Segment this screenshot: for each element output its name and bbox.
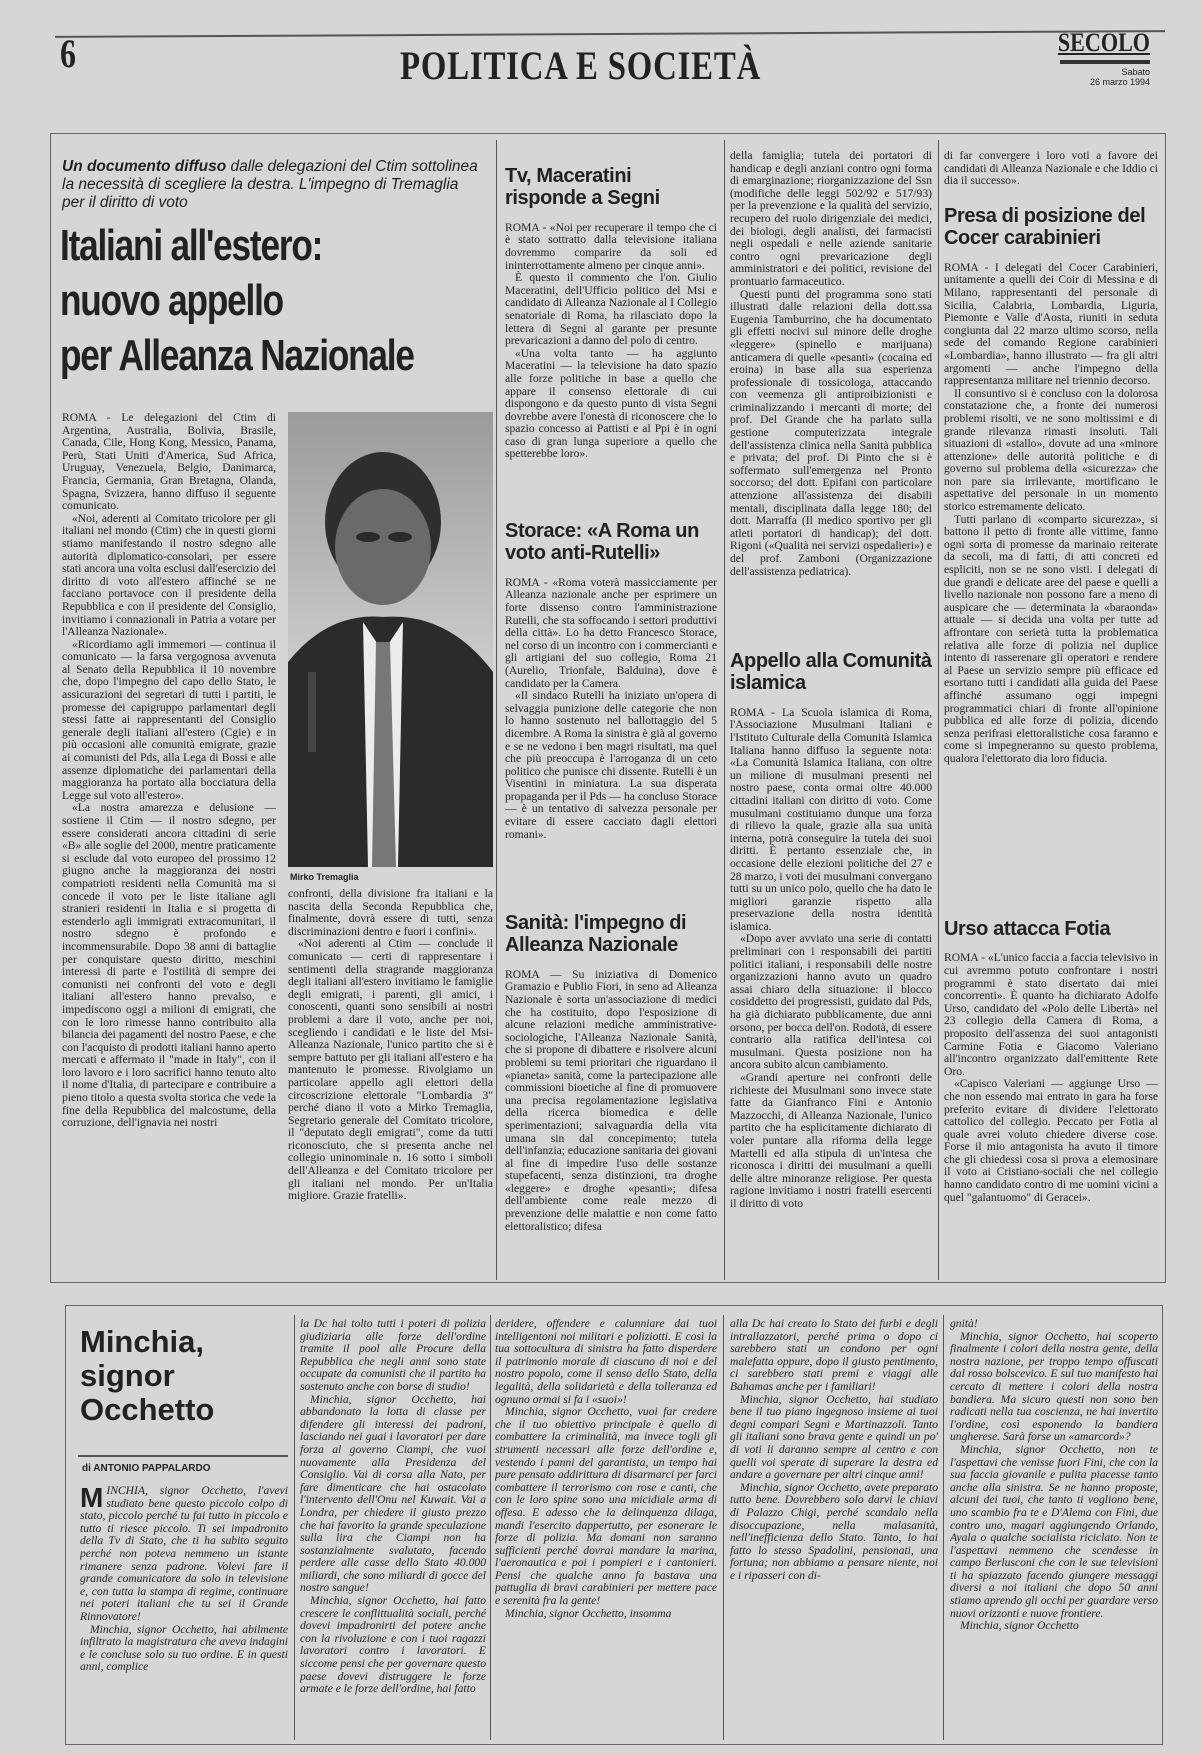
paragraph: È questo il commento che l'on. Giulio Maceratini, dell'Ufficio politico del Msi e candidato di Alleanza Nazionale al I Collegio senatoriale di Roma, ha rilasciato dopo la lettera di Segni al garante per presunte prevaricazioni a danno del polo di centro. xyxy=(505,271,717,348)
paragraph: «Grandi aperture nei confronti delle richieste dei Musulmani sono invece state fatte da Gianfranco Fini e Antonio Mazzocchi, di Alleanza Nazionale, l'unico partito che ha esplicitamente dichiarato di voler puntare alla riforma della legge Martelli ed alla stipula di un'intesa che riconosca i diritti dei musulmani a quelli delle altre minoranze religiose. Per questa ragione invitiamo i nostri fratelli esercenti il diritto di voto xyxy=(730,1071,932,1210)
lead-deck xyxy=(62,158,482,214)
article-urso-block xyxy=(944,918,1158,1280)
paragraph: «Noi, aderenti al Comitato tricolore per gli italiani nel mondo (Ctim) che in questi giorni stiamo manifestando il nostro sdegno alle autorità diplomatico-consolari, per essere stati ancora una volta esclusi dall'esercizio del diritto di voto all'estero affinché se ne facciano portavoce con il presidente della Repubblica e con il presidente del Consiglio, invitiamo i connazionali in Patria a votare per l'Alleanza Nazionale». xyxy=(62,511,276,639)
column-rule xyxy=(496,140,497,1280)
paragraph: Minchia, signor Occhetto, hai fatto crescere le conflittualità sociali, perché dovevi impadronirti del potere anche con la rivoluzione e con i tuoi ragazzi lavoratori contro i lavoratori. E siccome pensi che per governare questo paese dovevi distruggere le forze armate e le forze dell'ordine, hai fatto xyxy=(300,1594,486,1696)
portrait-image xyxy=(288,412,493,867)
paragraph: gnità! xyxy=(950,1318,978,1330)
issue-day: Sabato xyxy=(1121,67,1150,77)
paragraph: «Capisco Valeriani — aggiunge Urso — che non essendo mai entrato in gara ha forse preferito evitare di dividere l'elettorato cattolico del collegio. Peccato per Fotia al quale avrei voluto chiedere diverse cose. Forse il mio antagonista ha avuto il timore che gli chiedessi cosa si prova a elemosinare il voto ai Cristiano-sociali che nel collegio hanno candidato contro di me uomini vicini a quel "galantuomo" di Geracei». xyxy=(944,1077,1158,1204)
paragraph: Questi punti del programma sono stati illustrati dalle relazioni della dott.ssa Eugenia Tamburrino, che ha documentato gli effetti nocivi sul minore delle droghe «leggere» (spinello e marijuana) anticamera di quelle «pesanti» (cocaina ed eroina) in base alla sua esperienza professionale di tossicologa, attaccando con veemenza gli antiproibizionisti e criminalizzando i mercanti di morte; del prof. Del Grande che ha parlato sulla gestione computerizzata integrale dell'assistenza clinica nella Sanità pubblica e privata; del prof. Di Pinto che si è soffermato sull'emergenza nel Pronto soccorso; del dott. Epifani con particolare attenzione all'assistenza dei disabili mentali, disciplinata dalla legge 180; del dott. Marraffa (Il medico sportivo per gli atleti portatori di handicap); del dott. Rigoni («Qualità nei servizi ospedalieri») e del prof. Zamboni (Organizzazione dell'assistenza pediatrica). xyxy=(730,287,932,578)
column-rule xyxy=(724,140,725,1280)
headline-cocer: Presa di posizione del Cocer carabinieri xyxy=(944,205,1146,250)
article-islam xyxy=(730,707,932,1280)
headline-islam: Appello alla Comunità islamica xyxy=(730,650,932,695)
issue-date: 26 marzo 1994 xyxy=(1089,77,1150,87)
deck-text: dalle delegazioni del Ctim sottolinea la necessità di scegliere la destra. L'impegno di Tremaglia per il diritto di voto xyxy=(62,158,478,211)
paragraph: ROMA - «Roma voterà massicciamente per Alleanza nazionale anche per esprimere un forte dissenso contro l'amministrazione Rutelli, che sta soffocando i settori produttivi della città». Lo ha detto Francesco Storace, nel corso di un incontro con i commercianti e gli artigiani del suo collegio, Roma 21 (Aurelio, Trionfale, Balduina), dove è candidato per la Camera. xyxy=(505,576,717,690)
paragraph: ROMA - «L'unico faccia a faccia televisivo in cui avremmo potuto confrontare i nostri programmi è stato disertato dai miei concorrenti». È quanto ha dichiarato Adolfo Urso, candidato del «Polo delle Libertà» nel 23 collegio della Camera di Roma, a proposito dell'assenza dei suoi antagonisti Carmine Fotia e Giacomo Valeriano all'incontro organizzato dall'emittente Rete Oro. xyxy=(944,952,1158,1078)
column-rule xyxy=(723,1315,724,1740)
page-number: 6 xyxy=(60,31,76,76)
paragraph: ROMA - I delegati del Cocer Carabinieri, unitamente a quelli dei Coir di Messina e di Milano, rappresentanti del personale di Sicilia, Calabria, Lombardia, Liguria, Piemonte e Valle d'Aosta, riuniti in seduta congiunta dal 22 marzo ultimo scorso, nella sede del comando Regione carabinieri «Lombardia», hanno illustrato — fra gli altri argomenti — anche l'impegno della rappresentanza militare nel triennio decorso. xyxy=(944,261,1158,388)
paragraph: Minchia, signor Occhetto, hai scoperto finalmente i colori della nostra gente, della nostra nazione, per troppo tempo offuscati dal rosso bolscevico. E sul tuo manifesto hai cercato di mettere i colori della nostra bandiera. Ma sicuro questi non sono ben radicati nella tua coscienza, ne hai invertito l'ordine, così esponendo la bandiera ungherese. Sarà forse un «amarcord»? xyxy=(950,1329,1158,1444)
opinion-column-3 xyxy=(495,1318,717,1740)
headline-line: Italiani all'estero: xyxy=(60,221,323,270)
opinion-column-1 xyxy=(80,1485,288,1740)
paragraph: della famiglia; tutela dei portatori di handicap e degli anziani contro ogni forma di emarginazione; riorganizzazione del Ssn (modifiche delle leggi 502/92 e 517/93) per la prevenzione e la qualità del servizio, recupero del ruolo dirigenziale dei medici, dei biologi, degli analisti, dei farmacisti negli ospedali e nelle aziende sanitarie contro ogni prevaricazione degli amministratori e dei politici, revisione del prontuario farmaceutico. xyxy=(730,150,932,288)
column-rule xyxy=(490,1315,491,1740)
paragraph: Minchia, signor Occhetto xyxy=(960,1619,1079,1633)
paragraph: «Il sindaco Rutelli ha iniziato un'opera di selvaggia punizione delle categorie che non lo hanno sostenuto nel ballottaggio del 5 dicembre. A Roma la sinistra è già al governo e se ne vedono i ben magri risultati, ma quel che più preoccupa è l'arroganza di un ceto politico che punisce chi dissente. Rutelli è un Visentini in miniatura. La sua disperata propaganda per il Pds — ha concluso Storace — è un tentativo di salvezza personale per evitare di essere cacciato dagli elettori romani». xyxy=(505,689,717,841)
paragraph: Tutti parlano di «comparto sicurezza», si battono il petto di fronte alle vittime, fanno ogni sorta di promesse da marinaio reiterate da secoli, ma di fatti, di atti concreti ed espliciti, non se ne sono visti. I delegati di due grandi e delicate aree del paese e quelli a livello nazionale non possono fare a meno di auspicare che — determinata la «baraonda» attuale — si decida una volta per tutte ad affrontare con serietà tutta la problematica relativa alle forze di polizia nel duplice intento di rasserenare gli operatori e rendere al Paese un servizio sempre più efficace ed esortano tutti i candidati alla guida del Paese affinché assumano oggi impegni programmatici chiari di fronte all'opinione pubblica ed alle forze di polizia, dicendo senza perifrasi elettoralistiche cosa faranno e come si impegneranno su questo problema, qualora l'elettorato dia loro fiducia. xyxy=(944,512,1158,765)
headline-tv-maceratini: Tv, Maceratini risponde a Segni xyxy=(505,165,660,210)
article-tv-maceratini xyxy=(505,222,717,510)
drop-cap: M xyxy=(80,1485,104,1513)
deck-bold: Un documento diffuso xyxy=(62,158,227,175)
article-sanita xyxy=(505,969,717,1280)
paragraph: Minchia, signor Occhetto, insomma xyxy=(505,1606,672,1620)
paragraph: Minchia, signor Occhetto, avete preparato tutto bene. Dovrebbero solo darvi le chiavi di Palazzo Chigi, perché scandalo nella disoccupazione, nella malasanità, nell'inefficienza dello Stato. Tanto, lo hai fatto lo stesso Spadolini, pensionati, una fortuna; non abbiamo a pensare niente, noi e i ripasseri con di- xyxy=(730,1480,938,1582)
section-title: POLITICA E SOCIETÀ xyxy=(400,43,762,88)
headline-line: nuovo appello xyxy=(60,276,283,325)
lead-headline xyxy=(60,218,414,383)
headline-storace: Storace: «A Roma un voto anti-Rutelli» xyxy=(505,520,699,565)
headline-sanita: Sanità: l'impegno di Alleanza Nazionale xyxy=(505,912,687,957)
article-islam-block xyxy=(730,650,932,1280)
lead-column-1 xyxy=(62,412,276,1280)
paragraph: Minchia, signor Occhetto, hai abilmente infiltrato la magistratura che aveva indagini e le concluse solo su tuo ordine. E in questi anni, complice xyxy=(80,1622,288,1674)
article-islam-continued xyxy=(944,150,1158,190)
masthead-brand xyxy=(1040,28,1150,87)
paragraph: Minchia, signor Occhetto, hai abbandonato la lotta di classe per difendere gli interessi dei padroni, lasciando nei guai i lavoratori per dare forza al governo Ciampi, che vuoi nuovamente alla Presidenza del Consiglio. Vai di corsa alla Nato, per fare dimenticare che hai ostacolato l'intervento dell'Onu nel Kuwait. Vai a Londra, per chiedere il giusto prezzo che hai favorito la grande speculazione sulla lira che Ciampi non ha sostanzialmente svalutato, facendo perdere alle casse dello Stato 40.000 miliardi, che sono miliardi di gocce del nostro sangue! xyxy=(300,1392,486,1595)
opinion-column-5 xyxy=(950,1318,1158,1740)
article-cocer-block xyxy=(944,205,1158,908)
headline-urso: Urso attacca Fotia xyxy=(944,918,1111,940)
article-storace-block xyxy=(505,520,717,902)
paragraph: «Una volta tanto — ha aggiunto Maceratini — la televisione ha dato spazio alle forze politiche in base a quello che appare il consenso elettorale di cui dispongono e da questo punto di vista Segni dovrebbe avere l'onestà di riconoscere che lo spazio concesso ai Pattisti e al Ppi è in ogni caso di gran lunga superiore a quello che spetterebbe loro». xyxy=(505,346,717,461)
article-storace xyxy=(505,577,717,902)
paragraph: ROMA — Su iniziativa di Domenico Gramazio e Publio Fiori, in seno ad Alleanza Nazionale è sorta un'associazione di medici che ha costituito, dopo l'esposizione di alcune relazioni mediche amministrative-sociologiche, l'Alleanza Nazionale Sanità, che si propone di dibattere e risolvere alcuni problemi su temi prioritari che riguardano il «pianeta» sanità, come la partecipazione alle commissioni bioetiche al fine di promuovere una precisa regolamentazione legislativa della ricerca biomedica e delle sperimentazioni; salvaguardia della vita umana sin dal concepimento; tutela dell'infanzia; educazione sanitaria dei giovani al fine di impedire l'uso delle sostanze stupefacenti, senza distinzioni, tra droghe «leggere» e droghe «pesanti»; difesa dell'ambiente come reale mezzo di prevenzione delle malattie e non come fatto elettoralistico; difesa xyxy=(505,968,717,1233)
article-cocer xyxy=(944,262,1158,908)
paragraph: Minchia, signor Occhetto, vuoi far credere che il tuo obiettivo principale è quello di combattere la criminalità, ma invece togli gli strumenti necessari alle forze dell'ordine e, vestendo i panni del garantista, un tempo hai pure pensato addirittura di disarmarci per farci combattere il terrorismo con rose e canti, che con le loro spine sono una micidiale arma di offesa. E adesso che la delinquenza dilaga, mandi l'esercito dappertutto, per esonerare le forze di polizia. Ma domani non saranno sufficienti perché dovrai mandare la marina, l'aeronautica e poi i pompieri e i cantonieri. Pensi che qualche anno fa bastava una pattuglia di bravi carabinieri per mettere pace e serenità fra la gente! xyxy=(495,1405,717,1608)
paragraph: Il consuntivo si è concluso con la dolorosa constatazione che, a fronte dei numerosi problemi risolti, ve ne sono moltissimi e di grande rilevanza rimasti insoluti. Tali situazioni di «stallo», dovute ad una «minore attenzione» delle autorità politiche e di governo sul problema della «sicurezza» che non pare sia irrilevante, mortificano le aspettative del personale in un momento storico estremamente delicato. xyxy=(944,386,1158,514)
paragraph: Minchia, signor Occhetto, non te l'aspettavi che venisse fuori Fini, che con la sua faccia giovanile e pulita piacesse tanto anche alla sinistra. Se ne hanno proposte, alcuni dei tuoi, che tanto ti vogliono bene, uno scambio fra te e D'Alema con Fini, due contro uno, magari aggiungendo Orlando, Ayala o qualche socialista riciclato. Non te l'aspettavi nemmeno che scendesse in campo Berlusconi che con le sue televisioni ti ha spiazzato facendo giungere messaggi diversi a noi italiani che dopo 50 anni stiamo aprendo gli occhi per guardare verso nuovi orizzonti e nuove frontiere. xyxy=(950,1442,1158,1620)
paragraph: ROMA - «Noi per recuperare il tempo che ci è stato sottratto dalla televisione italiana dovremmo comparire da soli ed ininterrottamente almeno per cinque anni». xyxy=(505,221,717,272)
paragraph: «Noi aderenti al Ctim — conclude il comunicato — certi di rappresentare i sentimenti della stragrande maggioranza degli italiani all'estero invitiamo le famiglie degli emigrati, i parenti, gli amici, i conoscenti, quanti sono sensibili ai nostri problemi a dare il voto, anche per noi, scegliendo i candidati e le liste del Msi-Alleanza Nazionale, l'unico partito che si è sempre battuto per gli italiani all'estero e ha mantenuto le promesse. Rivolgiamo un particolare appello agli elettori della circoscrizione elettorale "Lombardia 3" perché diano il voto a Mirko Tremaglia, Segretario generale del Comitato tricolore, il "deputato degli emigrati", come da tutti riconosciuto, che si presenta anche nel collegio uninominale n. 16 sotto i simboli dell'Alleanza e del Comitato tricolore per gli italiani nel mondo. Per un'Italia migliore. Grazie fratelli». xyxy=(288,937,493,1203)
headline-line: per Alleanza Nazionale xyxy=(60,331,414,380)
paragraph: alla Dc hai creato lo Stato dei furbi e degli intrallazzatori, perché prima o dopo ci sarebbero stati un condono per ogni malefatta oppure, dopo il giusto pentimento, ci sarebbero stati premi e viaggi alle Bahamas anche per i familiari! xyxy=(730,1318,938,1393)
opinion-headline: Minchia, signor Occhetto xyxy=(80,1324,215,1427)
article-sanita-continued xyxy=(730,150,932,640)
lead-column-2 xyxy=(288,888,493,1280)
paragraph: la Dc hai tolto tutti i poteri di polizia giudiziaria alle forze dell'ordine tramite il pool alle Procure della Repubblica che negli anni sono state occupate da comunisti che il partito ha sostenuto anche con borse di studio! xyxy=(300,1318,486,1393)
photo-caption: Mirko Tremaglia xyxy=(290,872,359,882)
paragraph: «La nostra amarezza e delusione — sostiene il Ctim — il nostro sdegno, per essere considerati ancora cittadini di serie «B» alle soglie del 2000, mentre praticamente si esclude dal voto europeo del prossimo 12 giugno anche la maggioranza dei nostri compatrioti residenti nella Comunità ma si concede il voto per le liste italiane agli stranieri residenti in Italia e si progetta di estenderlo agli immigrati extracomunitari, il nostro sdegno è profondo e incommensurabile. Dopo 38 anni di battaglie per conquistare questo diritto, meschini interessi di parte e l'ostilità di sempre dei comunisti nei confronti del voto e degli italiani all'estero hanno prevalso, e impediscono oggi a milioni di emigrati, che con le loro rimesse hanno contribuito alla bilancia dei pagamenti del nostro Paese, e che con l'acquisto di prodotti italiani hanno aperto mercati e affermato il "made in Italy", con il loro lavoro e i loro sacrifici hanno tenuto alto il nome d'Italia, di partecipare e contribuire a pieno titolo a questa svolta storica che vede la fine della Repubblica del malcostume, della corruzione, dell'ignavia nei nostri xyxy=(62,801,276,1130)
paragraph: di far convergere i loro voti a favore dei candidati di Alleanza Nazionale e che Iddio ci dia il successo». xyxy=(944,150,1158,188)
paper-logo: SECOLO xyxy=(1057,28,1150,57)
column-rule xyxy=(943,1315,944,1740)
paragraph: ROMA - La Scuola islamica di Roma, l'Associazione Musulmani Italiani e l'Istituto Culturale della Comunità Islamica Italiana hanno diffuso la seguente nota: «La Comunità Islamica Italiana, con oltre un milione di musulmani presenti nel nostro paese, conta ormai oltre 40.000 cittadini italiani con diritto di voto. Come musulmani costituiamo dunque una forza di rilievo la quale, grazie alla sua unità interna, potrà conseguire la tutela dei suoi diritti. È pertanto essenziale che, in occasione delle elezioni politiche del 27 e 28 marzo, i voti dei musulmani convergano tutti su un unico polo, quello che ha dato le migliori garanzie rispetto alla preservazione della nostra identità islamica. xyxy=(730,706,932,933)
header-rule xyxy=(55,30,1165,37)
byline: di ANTONIO PAPPALARDO xyxy=(82,1463,211,1474)
paragraph: confronti, della divisione fra italiani e la nascita della Seconda Repubblica che, finalmente, dovrà essere di tutti, senza discriminazioni dentro e fuori i confini». xyxy=(288,888,493,938)
article-tv-maceratini-block xyxy=(505,165,717,510)
photo-mirko-tremaglia xyxy=(288,412,493,867)
opinion-column-4 xyxy=(730,1318,938,1740)
paragraph: «Dopo aver avviato una serie di contatti preliminari con i responsabili dei partiti politici italiani, i responsabili delle nostre organizzazioni hanno avuto un quadro assai chiaro della situazione: il blocco cosiddetto dei progressisti, guidato dal Pds, ha già dichiarato pubblicamente, due anni orsono, per bocca dell'on. Rodotà, di essere contrario alla ratifica dell'intesa coi musulmani. Questa posizione non ha ancora subito alcun cambiamento. xyxy=(730,932,932,1072)
article-sanita-block xyxy=(505,912,717,1280)
column-rule xyxy=(938,140,939,1280)
paragraph: «Ricordiamo agli immemori — continua il comunicato — la farsa vergognosa avvenuta al Senato della Repubblica il 10 novembre che, dopo l'impegno del capo dello Stato, le assicurazioni dei segretari di tutti i partiti, le promesse dei capigruppo parlamentari degli stessi fatte ai rappresentanti del Consiglio generale degli italiani all'estero (Cgie) e in più occasioni alle comunità emigrate, grazie ai comunisti del Pds, alla Lega di Bossi e alle assenze diplomatiche dei parlamentari della maggioranza ha portato alla bocciatura della Legge sul voto all'estero». xyxy=(62,637,276,802)
opinion-column-2 xyxy=(300,1318,486,1740)
logo-bar xyxy=(1060,60,1150,64)
paragraph: Minchia, signor Occhetto, hai studiato bene il tuo piano ingegnoso insieme ai tuoi degni compari Segni e Martinazzoli. Tanto gli italiani sono brava gente e quindi un po' di voti li daranno sempre al centro e con quelli voi sperate di superare la destra ed andare a governare per altri cinque anni! xyxy=(730,1392,938,1482)
byline-rule xyxy=(78,1455,288,1457)
column-rule xyxy=(294,1315,295,1740)
paragraph: INCHIA, signor Occhetto, l'avevi studiato bene questo piccolo colpo di stato, piccolo perché tu fai tutto in piccolo e tutto ti riesce piccolo. Ti sei impadronito della Tv di Stato, che ti ha subito seguito perché non poteva nemmeno un istante rimanere senza padrone. Volevi fare il grande comunicatore da solo in televisione e, con tutta la stampa di regime, continuare nei poteri italiani che tu sei il Grande Rinnovatore! xyxy=(80,1485,288,1623)
paragraph: ROMA - Le delegazioni del Ctim di Argentina, Australia, Bolivia, Brasile, Canada, Cile, Hong Kong, Messico, Panama, Perù, Stati Uniti d'America, Sud Africa, Uruguay, Venezuela, Belgio, Danimarca, Francia, Germania, Gran Bretagna, Olanda, Spagna, Svizzera, hanno diffuso il seguente comunicato. xyxy=(62,412,276,513)
article-urso xyxy=(944,952,1158,1280)
paragraph: deridere, offendere e calunniare dai tuoi intelligentoni noi militari e poliziotti. E così la tua sottocultura di sinistra ha fatto disperdere il patrimonio morale di ciascuno di noi e del nostro popolo, come il senso dello Stato, della legalità, della solidarietà e della tolleranza ed ognuno ormai si fa i «suoi»! xyxy=(495,1318,717,1406)
